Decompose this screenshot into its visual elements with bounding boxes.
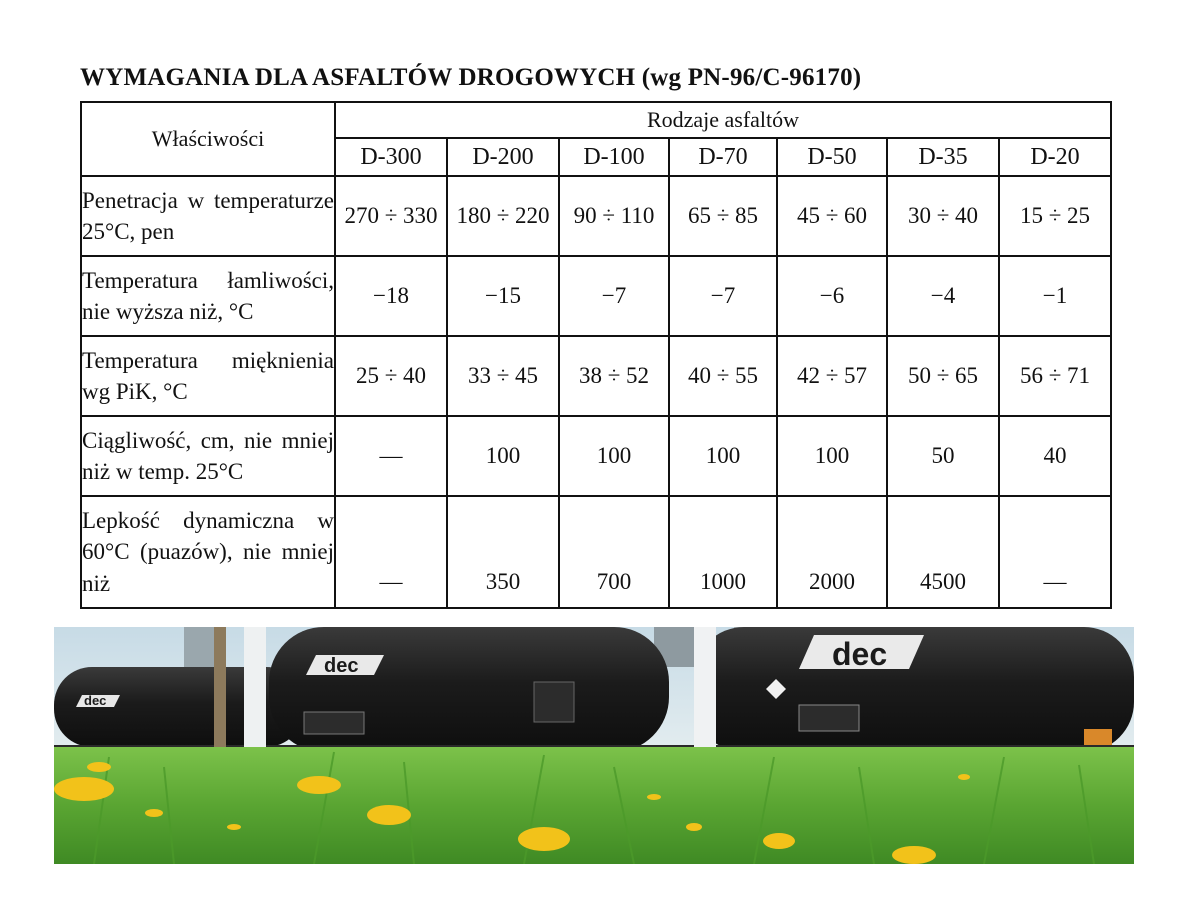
column-header: D-50 — [777, 138, 887, 176]
table-cell: 100 — [669, 416, 777, 496]
table-cell: 90 ÷ 110 — [559, 176, 669, 256]
table-cell: — — [999, 496, 1111, 608]
table-cell: −15 — [447, 256, 559, 336]
table-cell: 38 ÷ 52 — [559, 336, 669, 416]
table-cell: 40 — [999, 416, 1111, 496]
column-header: D-100 — [559, 138, 669, 176]
table-cell: 56 ÷ 71 — [999, 336, 1111, 416]
table-row — [81, 176, 1111, 256]
table-cell: — — [335, 416, 447, 496]
page-title: WYMAGANIA DLA ASFALTÓW DROGOWYCH (wg PN-96/C-96170) — [80, 64, 862, 91]
table-row — [81, 336, 1111, 416]
table-cell: 350 — [447, 496, 559, 608]
row-property-label: Ciągliwość, cm, nie mniej niż w temp. 25°C — [81, 416, 335, 496]
tank-wagon — [54, 667, 304, 747]
column-header: D-200 — [447, 138, 559, 176]
table-row — [81, 416, 1111, 496]
table-cell: −4 — [887, 256, 999, 336]
table-cell: 1000 — [669, 496, 777, 608]
table-cell: 700 — [559, 496, 669, 608]
table-cell: 45 ÷ 60 — [777, 176, 887, 256]
column-header: D-70 — [669, 138, 777, 176]
table-cell: −6 — [777, 256, 887, 336]
tank-wagon — [694, 627, 1134, 752]
row-property-label: Temperatura łamliwości, nie wyższa niż, °C — [81, 256, 335, 336]
tank-wagon — [269, 627, 669, 752]
table-cell: −18 — [335, 256, 447, 336]
table-row — [81, 256, 1111, 336]
table-cell: 270 ÷ 330 — [335, 176, 447, 256]
table-cell: −7 — [669, 256, 777, 336]
table-cell: 33 ÷ 45 — [447, 336, 559, 416]
table-cell: 100 — [777, 416, 887, 496]
table-cell: 100 — [559, 416, 669, 496]
table-cell: 15 ÷ 25 — [999, 176, 1111, 256]
row-property-label: Lepkość dynamiczna w 60°C (puazów), nie mniej niż — [81, 496, 335, 608]
column-header: D-300 — [335, 138, 447, 176]
wagon-logo: dec — [832, 636, 888, 672]
column-header: D-20 — [999, 138, 1111, 176]
grass-field — [54, 747, 1134, 864]
table-cell: 180 ÷ 220 — [447, 176, 559, 256]
tank-wagons-photo — [54, 627, 1134, 864]
header-row-group — [81, 102, 1111, 138]
table-cell: 30 ÷ 40 — [887, 176, 999, 256]
table-cell: 25 ÷ 40 — [335, 336, 447, 416]
table-cell: −7 — [559, 256, 669, 336]
table-cell: 50 ÷ 65 — [887, 336, 999, 416]
asphalt-types-header: Rodzaje asfaltów — [335, 102, 1111, 138]
table-cell: 50 — [887, 416, 999, 496]
wagon-logo: dec — [324, 655, 359, 677]
table-cell: 42 ÷ 57 — [777, 336, 887, 416]
table-cell: 65 ÷ 85 — [669, 176, 777, 256]
row-property-label: Penetracja w temperaturze 25°C, pen — [81, 176, 335, 256]
table-cell: 2000 — [777, 496, 887, 608]
wooden-post — [214, 627, 226, 767]
table-cell: 40 ÷ 55 — [669, 336, 777, 416]
wagon-logo: dec — [84, 693, 107, 708]
row-property-label: Temperatura mięknienia wg PiK, °C — [81, 336, 335, 416]
table-cell: — — [335, 496, 447, 608]
table-cell: 4500 — [887, 496, 999, 608]
column-header: D-35 — [887, 138, 999, 176]
requirements-table — [80, 101, 1112, 609]
table-row — [81, 496, 1111, 608]
property-column-header: Właściwości — [81, 102, 335, 176]
table-cell: 100 — [447, 416, 559, 496]
table-cell: −1 — [999, 256, 1111, 336]
